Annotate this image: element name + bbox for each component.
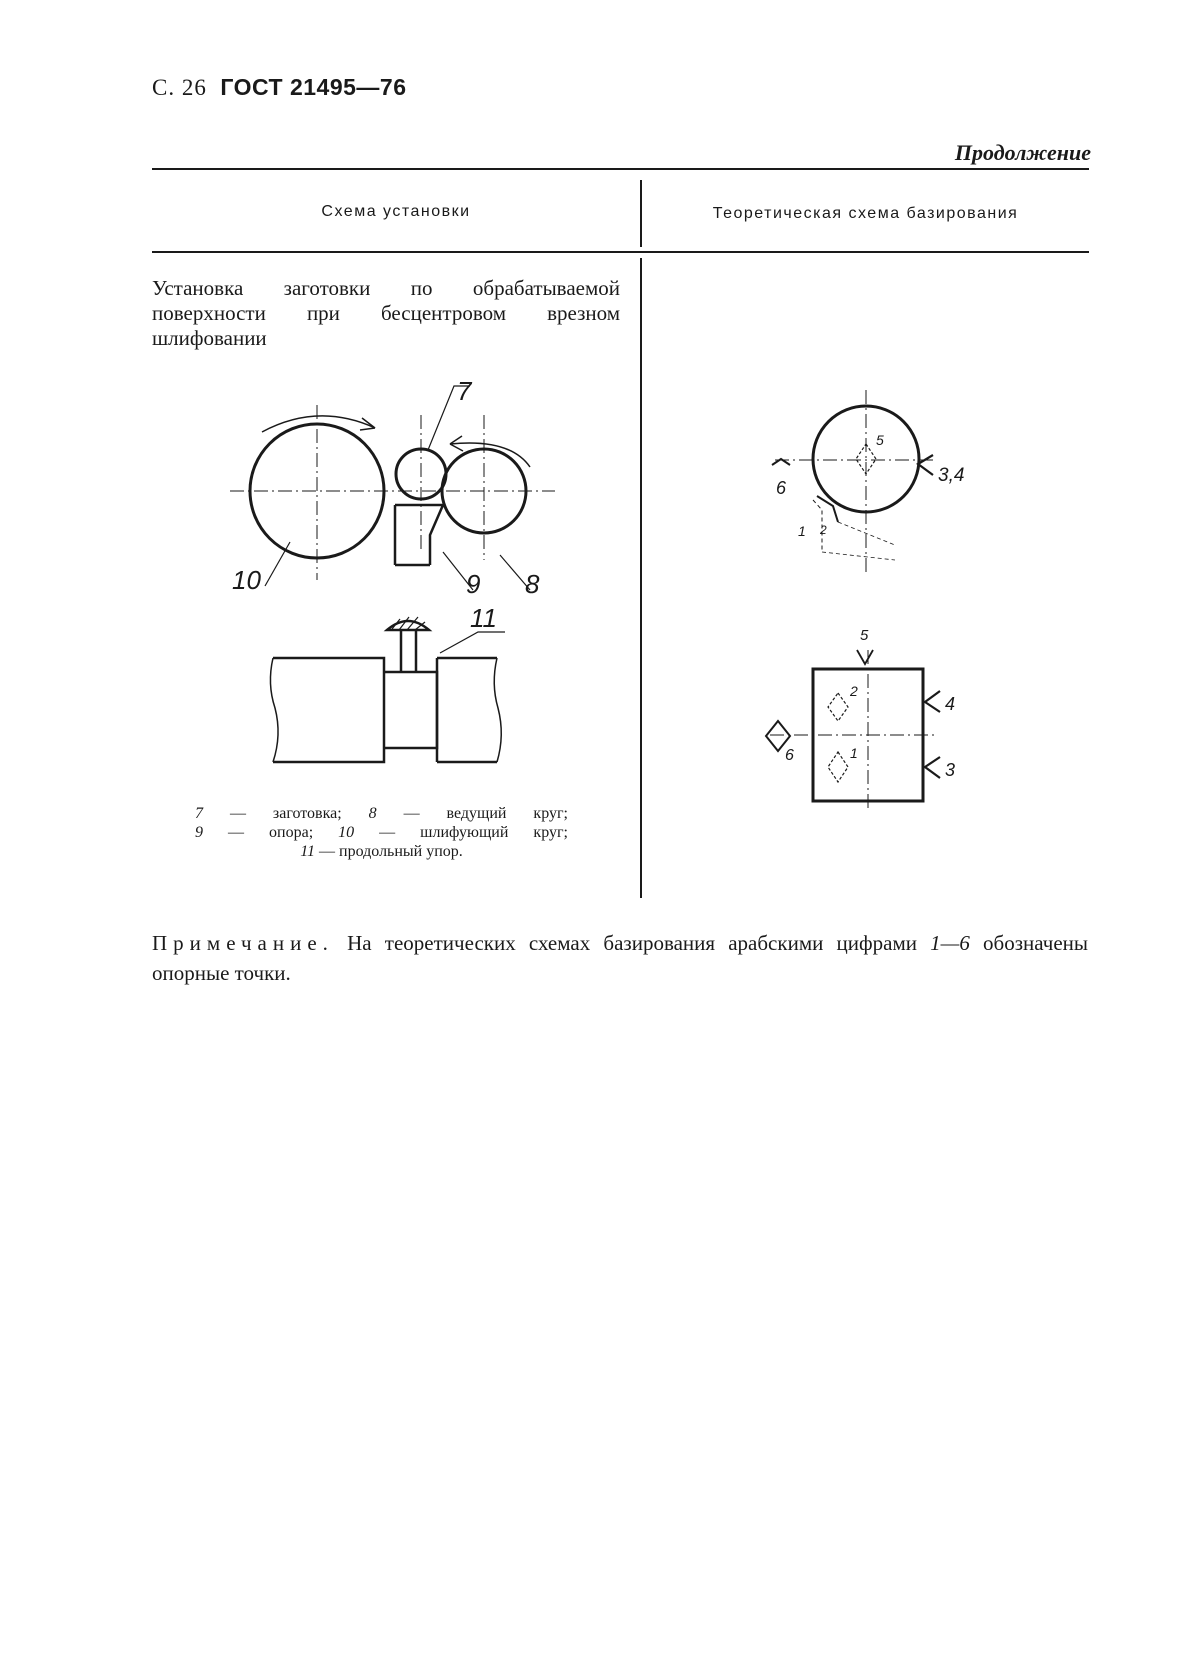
note-text-a: На теоретических схемах базирования арабскими цифрами xyxy=(333,931,931,955)
legend-line-3: 11 — продольный упор. xyxy=(300,843,463,860)
top-label-3-4: 3,4 xyxy=(938,465,965,486)
table-column-divider xyxy=(640,258,642,898)
table-top-rule xyxy=(152,168,1089,170)
bottom-label-1: 1 xyxy=(850,745,858,761)
top-label-2: 2 xyxy=(820,523,827,537)
column-header-basing: Теоретическая схема базирования xyxy=(712,205,1019,222)
page-number: С. 26 xyxy=(152,75,207,100)
column-header-setup: Схема установки xyxy=(321,203,471,220)
top-label-6: 6 xyxy=(776,478,787,498)
legend-line-1: 7 — заготовка; 8 — ведущий круг; xyxy=(195,805,568,822)
bottom-label-3: 3 xyxy=(945,760,956,780)
row-title: Установка заготовки по обрабатываемой поверхности при бесцентровом врезном шлифовании xyxy=(152,276,620,350)
setup-figure xyxy=(220,370,580,800)
bottom-label-4: 4 xyxy=(945,694,956,714)
note-label: Примечание. xyxy=(152,931,334,955)
standard-number: ГОСТ 21495—76 xyxy=(220,74,407,100)
table-head-rule xyxy=(152,251,1089,253)
legend-line-2: 9 — опора; 10 — шлифующий круг; xyxy=(195,824,569,841)
top-label-5: 5 xyxy=(876,432,884,448)
label-7: 7 xyxy=(457,376,472,406)
label-11: 11 xyxy=(470,603,497,633)
page-header xyxy=(152,74,407,101)
bottom-label-2: 2 xyxy=(850,683,858,699)
label-10: 10 xyxy=(232,565,261,595)
bottom-label-5: 5 xyxy=(860,627,869,644)
note-range: 1—6 xyxy=(930,931,970,955)
note-text-b: обозначены опорные точки. xyxy=(152,931,1088,985)
side-view xyxy=(270,658,501,762)
continued-label: Продолжение xyxy=(954,140,1091,165)
figure-legend xyxy=(195,804,568,861)
support-rest xyxy=(395,505,443,565)
label-8: 8 xyxy=(525,569,540,599)
basing-figure xyxy=(755,370,995,810)
label-9: 9 xyxy=(466,569,481,599)
top-label-1: 1 xyxy=(798,523,806,539)
longitudinal-stop xyxy=(387,617,429,672)
bottom-label-6: 6 xyxy=(785,747,794,764)
footnote xyxy=(152,928,1088,988)
